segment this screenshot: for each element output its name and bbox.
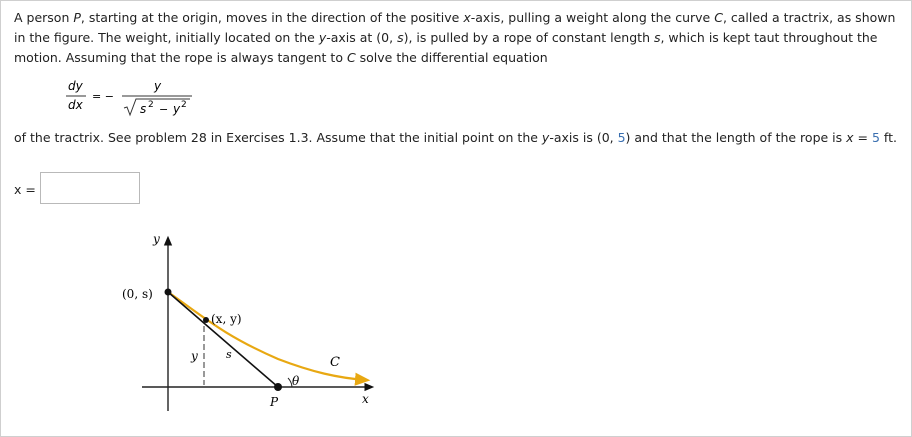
- eq-exponent-2: 2: [181, 100, 187, 110]
- rope-line: [168, 292, 278, 387]
- start-point-label: (0, s): [122, 287, 153, 301]
- weight-point: [203, 317, 209, 323]
- problem-intro-text: A person P, starting at the origin, moves in the direction of the positive x-axis, pulling a weight along the curve C, called a tractrix, as shown in the figure. The weight, initially located on the y-axis at (0, s), is pulled by a rope of constant length s, which is kept taut throughout the motion. Assuming that the rope is always tangent to C solve the differential equation: [14, 10, 896, 65]
- person-label: P: [270, 395, 279, 409]
- problem-conditions-text: of the tractrix. See problem 28 in Exercises 1.3. Assume that the initial point on the y-axis is (0, 5) and that the length of the rope is x = 5 ft.: [14, 130, 897, 145]
- person-point: [274, 383, 282, 391]
- rope-length-value: 5: [871, 130, 880, 145]
- weight-point-label: (x, y): [211, 312, 242, 326]
- eq-radicand-s: s: [140, 102, 147, 116]
- eq-dy: dy: [68, 79, 83, 93]
- eq-minus: −: [159, 103, 169, 116]
- eq-dx: dx: [68, 98, 83, 112]
- rope-length-label: s: [226, 348, 232, 361]
- height-label: y: [191, 349, 198, 363]
- eq-radicand-y: y: [173, 102, 181, 116]
- answer-label: x =: [14, 182, 36, 197]
- eq-numerator: y: [154, 79, 162, 93]
- eq-equals-minus: = −: [92, 90, 114, 103]
- eq-exponent-1: 2: [148, 100, 154, 110]
- x-axis-label: x: [362, 392, 369, 406]
- angle-label: θ: [292, 374, 300, 388]
- initial-y-value: 5: [617, 130, 626, 145]
- start-point: [165, 289, 172, 296]
- curve-label: C: [330, 355, 340, 370]
- y-axis-label: y: [153, 232, 160, 246]
